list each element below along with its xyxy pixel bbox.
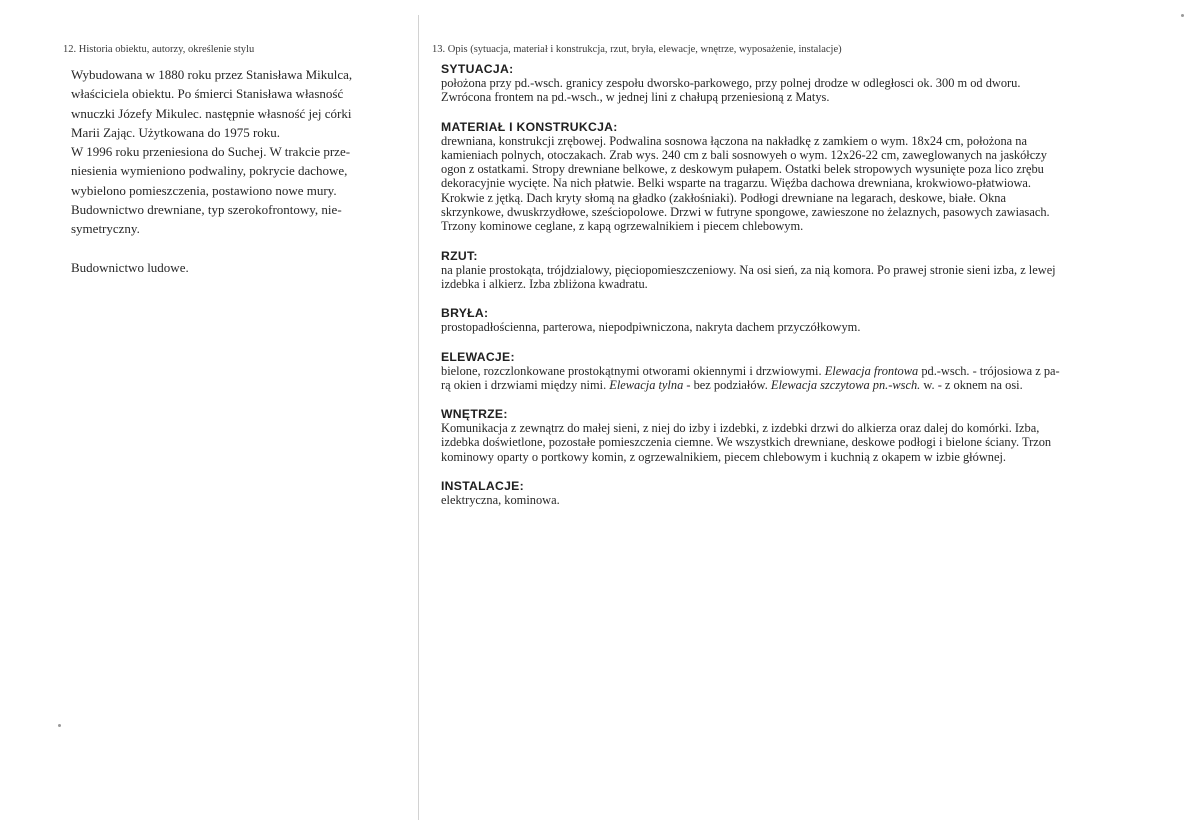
text-run: rą okien i drzwiami między nimi. bbox=[441, 377, 607, 392]
text-run: pd.-wsch. - trójosiowa z pa- bbox=[921, 363, 1060, 378]
text-run: - bez podziałów. bbox=[686, 377, 768, 392]
section-bryla bbox=[441, 306, 1184, 334]
section-instalacje bbox=[441, 479, 1184, 507]
body-line: skrzynkowe, dwuskrzydłowe, sześciopolowe. Drzwi w futryne spongowe, zawieszone no żelaznych, pasowych zawiasach. bbox=[441, 205, 1050, 220]
column-divider bbox=[418, 15, 419, 820]
body-line: izdebka i alkierz. Izba zbliżona kwadratu. bbox=[441, 276, 648, 291]
body-line bbox=[441, 364, 1184, 378]
section-rzut bbox=[441, 249, 1184, 292]
section-body bbox=[441, 134, 1184, 234]
section-body bbox=[441, 76, 1184, 105]
body-line: dekoracyjnie wycięte. Na nich płatwie. Belki wsparte na tragarzu. Więźba dachowa drewniana, krokwiowo-płatwiowa. bbox=[441, 176, 1032, 191]
body-line: ogon z ostatkami. Stropy drewniane belkowe, z deskowym pułapem. Ostatki belek stropowych wysunięte poza lico zrębu bbox=[441, 162, 1044, 177]
history-line: symetryczny. bbox=[71, 221, 140, 237]
body-line: kamieniach polnych, otoczakach. Zrab wys. 240 cm z bali sosnowyeh o wym. 12x26-22 cm, zaweglowanych na jaskółczy bbox=[441, 147, 1047, 162]
body-line: Trzony kominowe ceglane, z kapą ogrzewalnikiem i piecem chlebowym. bbox=[441, 219, 804, 234]
history-line: niesienia wymieniono podwaliny, pokrycie dachowe, bbox=[71, 163, 348, 179]
history-line: Wybudowana w 1880 roku przez Stanisława Mikulca, bbox=[71, 67, 353, 82]
section-body bbox=[441, 364, 1184, 393]
section-title: SYTUACJA: bbox=[441, 62, 514, 76]
body-line bbox=[441, 378, 1184, 392]
history-column bbox=[63, 44, 403, 277]
section-elewacje bbox=[441, 350, 1184, 393]
emphasis-run: Elewacja frontowa bbox=[824, 363, 919, 378]
section-title: ELEWACJE: bbox=[441, 349, 515, 364]
history-line: wnuczki Józefy Mikulec. następnie własność jej córki bbox=[71, 105, 352, 121]
emphasis-run: Elewacja tylna bbox=[609, 377, 684, 392]
history-text bbox=[71, 65, 403, 277]
section-body bbox=[441, 263, 1184, 292]
body-line: drewniana, konstrukcji zrębowej. Podwalina sosnowa łączona na nakładkę z zamkiem o wym. 18x24 cm, położona na bbox=[441, 133, 1027, 148]
body-line: Krokwie z jętką. Dach kryty słomą na gładko (zakłośniaki). Podłogi drewniane na legarach, deskowe, białe. Okna bbox=[441, 190, 1006, 205]
history-header: 12. Historia obiektu, autorzy, określenie stylu bbox=[63, 44, 255, 55]
body-line: na planie prostokąta, trójdzialowy, pięciopomieszczeniowy. Na osi sień, za nią komora. Po prawej stronie sieni izba, z lewej bbox=[441, 262, 1056, 277]
body-line: prostopadłościenna, parterowa, niepodpiwniczona, nakryta dachem przyczółkowym. bbox=[441, 320, 861, 335]
history-line: właściciela obiektu. Po śmierci Stanisława własność bbox=[71, 86, 344, 102]
body-line: elektryczna, kominowa. bbox=[441, 493, 560, 508]
scan-mark bbox=[1181, 14, 1184, 17]
text-run: bielone, rozczlonkowane prostokątnymi otworami okiennymi i drzwiowymi. bbox=[441, 363, 822, 378]
description-header: 13. Opis (sytuacja, materiał i konstrukcja, rzut, bryła, elewacje, wnętrze, wyposażenie, instalacje) bbox=[432, 44, 842, 55]
history-line: Marii Zając. Użytkowana do 1975 roku. bbox=[71, 124, 281, 140]
scan-mark bbox=[58, 724, 61, 727]
body-line: Komunikacja z zewnątrz do małej sieni, z niej do izby i izdebki, z izdebki drzwi do alkierza oraz dalej do komórki. Izba, bbox=[441, 421, 1040, 436]
text-run: w. - z oknem na osi. bbox=[923, 377, 1023, 392]
section-body bbox=[441, 493, 1184, 507]
body-line: położona przy pd.-wsch. granicy zespołu dworsko-parkowego, przy polnej drodze w odległosci ok. 300 m od dworu. bbox=[441, 76, 1021, 90]
emphasis-run: Elewacja szczytowa pn.-wsch. bbox=[770, 377, 921, 392]
section-title: BRYŁA: bbox=[441, 306, 489, 321]
section-body bbox=[441, 320, 1184, 334]
section-title: WNĘTRZE: bbox=[441, 407, 508, 422]
section-title: MATERIAŁ I KONSTRUKCJA: bbox=[441, 119, 618, 134]
section-title: RZUT: bbox=[441, 248, 478, 263]
body-line: izdebka doświetlone, pozostałe pomieszczenia ciemne. We wszystkich drewniane, deskowe podłogi i bielone ściany. Trzon bbox=[441, 435, 1052, 450]
style-note: Budownictwo ludowe. bbox=[71, 259, 189, 275]
section-sytuacja bbox=[441, 62, 1184, 105]
history-line: Budownictwo drewniane, typ szerokofrontowy, nie- bbox=[71, 202, 342, 218]
history-line: wybielono pomieszczenia, postawiono nowe mury. bbox=[71, 182, 337, 198]
section-title: INSTALACJE: bbox=[441, 479, 524, 494]
body-line: Zwrócona frontem na pd.-wsch., w jednej lini z chałupą przeniesioną z Matys. bbox=[441, 90, 830, 105]
section-body bbox=[441, 421, 1184, 464]
history-line: W 1996 roku przeniesiona do Suchej. W trakcie prze- bbox=[71, 144, 351, 160]
section-wnetrze bbox=[441, 407, 1184, 464]
description-column bbox=[432, 44, 1184, 507]
section-material bbox=[441, 120, 1184, 234]
body-line: kominowy oparty o portkowy komin, z ogrzewalnikiem, piecem chlebowym i kuchnią z okapem w izbie głównej. bbox=[441, 449, 1007, 464]
